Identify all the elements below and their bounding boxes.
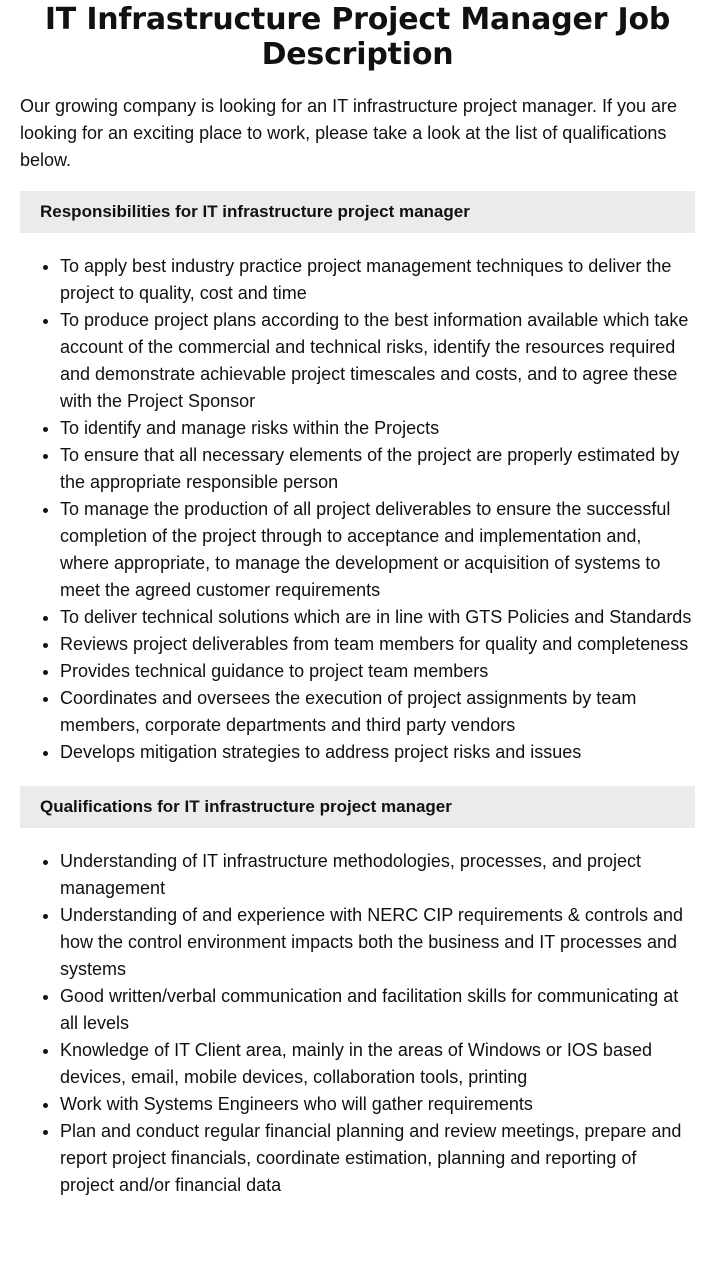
list-item: • Plan and conduct regular financial planning and review meetings, prepare and report project financials, coordinate estimation, planning and reporting of project and/or financial data <box>60 1118 695 1199</box>
responsibilities-heading <box>20 191 695 233</box>
list-item: • Provides technical guidance to project team members <box>60 658 695 685</box>
list-item: • Understanding of IT infrastructure methodologies, processes, and project management <box>60 848 695 902</box>
responsibilities-list <box>20 253 695 766</box>
qualifications-heading-label: Qualifications for IT infrastructure project manager <box>40 797 452 816</box>
list-item: • Understanding of and experience with NERC CIP requirements & controls and how the control environment impacts both the business and IT processes and systems <box>60 902 695 983</box>
intro-paragraph: Our growing company is looking for an IT infrastructure project manager. If you are looking for an exciting place to work, please take a look at the list of qualifications below. <box>20 96 677 170</box>
list-item: • To deliver technical solutions which are in line with GTS Policies and Standards <box>60 604 695 631</box>
list-item: • Coordinates and oversees the execution of project assignments by team members, corporate departments and third party vendors <box>60 685 695 739</box>
list-item: • Knowledge of IT Client area, mainly in the areas of Windows or IOS based devices, email, mobile devices, collaboration tools, printing <box>60 1037 695 1091</box>
list-item: • Reviews project deliverables from team members for quality and completeness <box>60 631 695 658</box>
list-item: • To ensure that all necessary elements of the project are properly estimated by the appropriate responsible person <box>60 442 695 496</box>
page-title: IT Infrastructure Project Manager Job Description <box>44 2 671 72</box>
list-item: • To identify and manage risks within the Projects <box>60 415 695 442</box>
qualifications-heading <box>20 786 695 828</box>
list-item: • Good written/verbal communication and facilitation skills for communicating at all levels <box>60 983 695 1037</box>
list-item: • To apply best industry practice project management techniques to deliver the project to quality, cost and time <box>60 253 695 307</box>
responsibilities-heading-label: Responsibilities for IT infrastructure project manager <box>40 202 470 221</box>
list-item: • To manage the production of all project deliverables to ensure the successful completion of the project through to acceptance and implementation and, where appropriate, to manage the development or acquisition of systems to meet the agreed customer requirements <box>60 496 695 604</box>
list-item: • Work with Systems Engineers who will gather requirements <box>60 1091 695 1118</box>
qualifications-list <box>20 848 695 1199</box>
list-item: • Develops mitigation strategies to address project risks and issues <box>60 739 695 766</box>
list-item: • To produce project plans according to the best information available which take account of the commercial and technical risks, identify the resources required and demonstrate achievable project timescales and costs, and to agree these with the Project Sponsor <box>60 307 695 415</box>
